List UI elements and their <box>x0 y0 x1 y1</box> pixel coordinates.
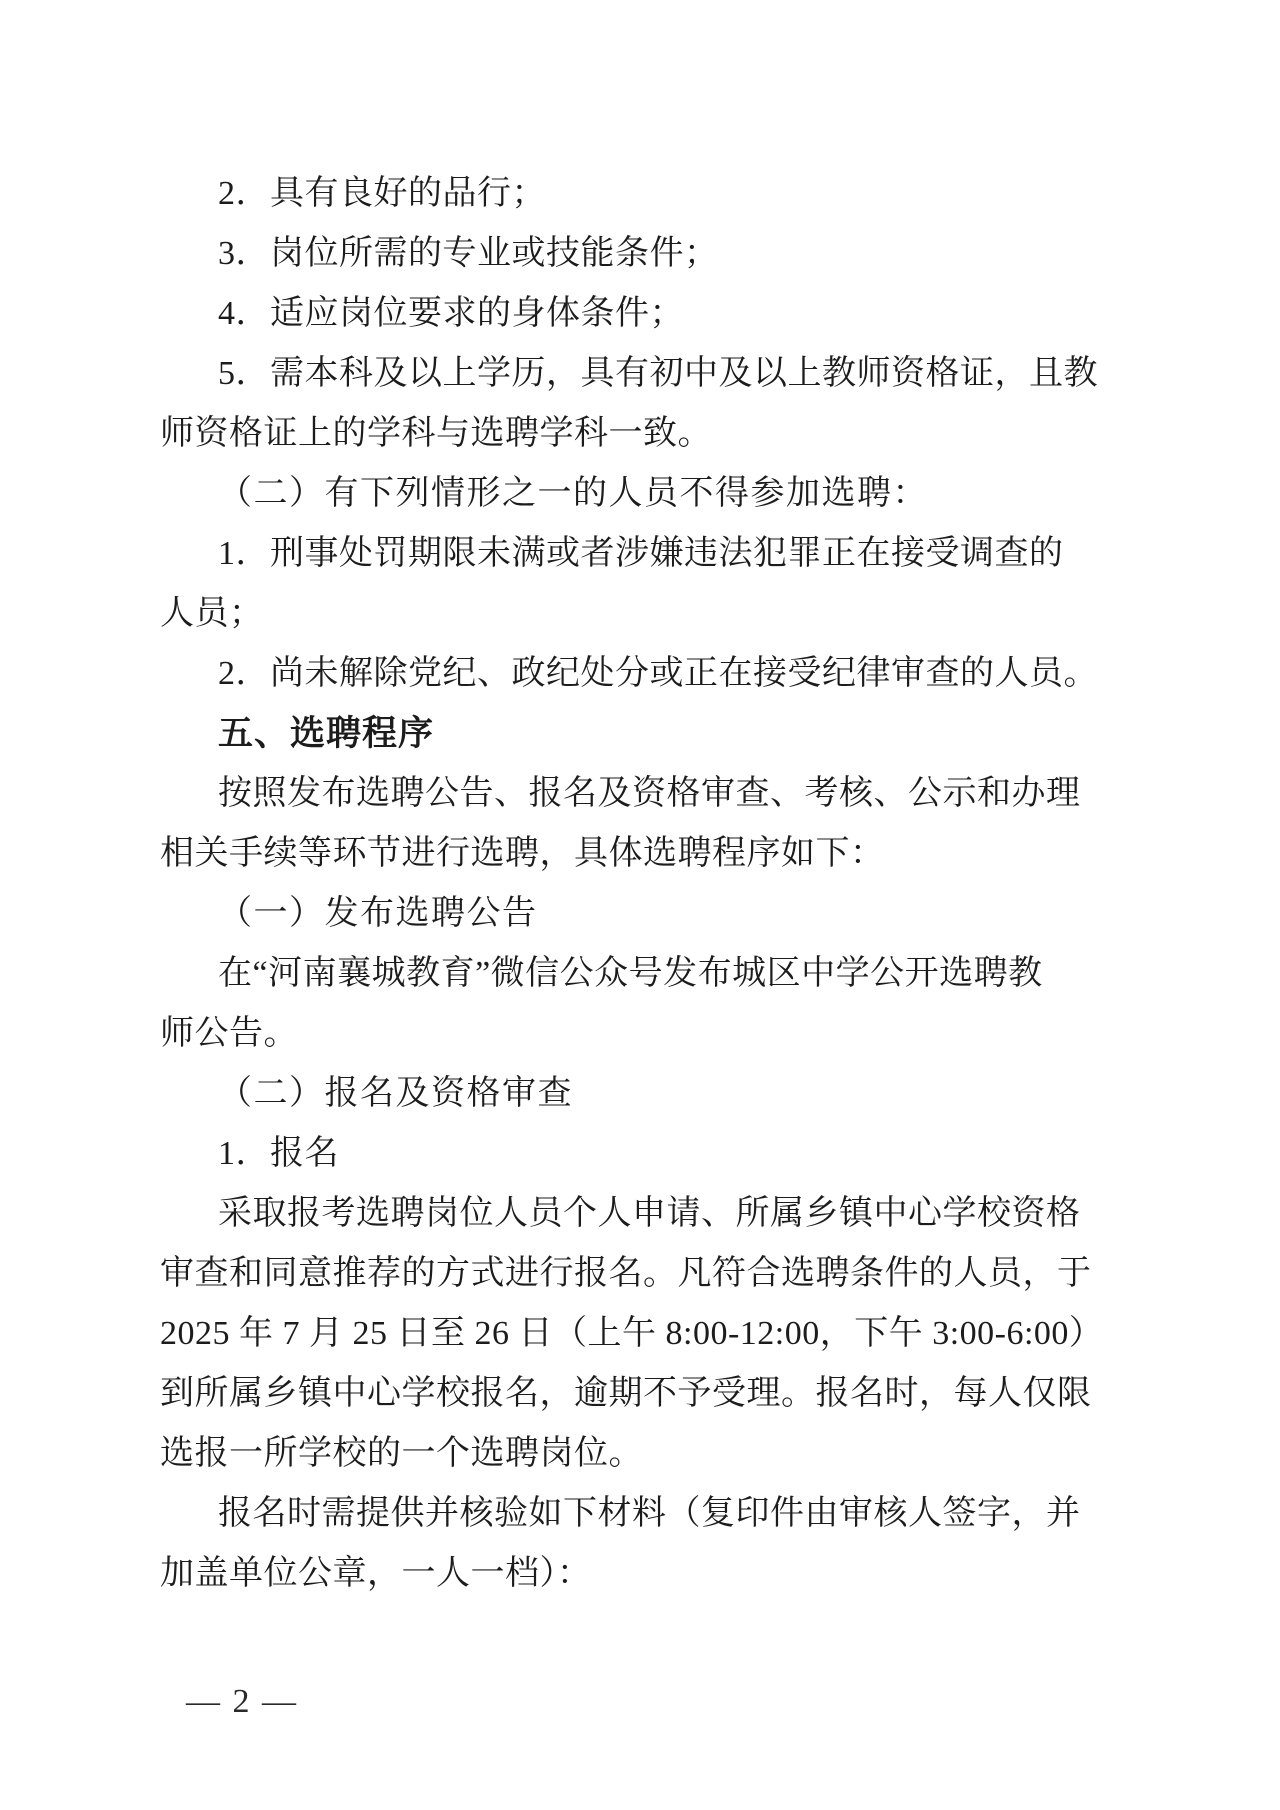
text-line: 师资格证上的学科与选聘学科一致。 <box>160 415 712 452</box>
list-item: 4．适应岗位要求的身体条件； <box>218 295 684 332</box>
list-item: 2．尚未解除党纪、政纪处分或正在接受纪律审查的人员。 <box>218 655 1098 692</box>
text-line: 在“河南襄城教育”微信公众号发布城区中学公开选聘教 <box>218 955 1043 992</box>
list-item: 5．需本科及以上学历，具有初中及以上教师资格证，且教 <box>218 355 1098 392</box>
text-line: 采取报考选聘岗位人员个人申请、所属乡镇中心学校资格 <box>218 1195 1081 1232</box>
text-line: 2025 年 7 月 25 日至 26 日（上午 8:00-12:00，下午 3:00-6:00） <box>160 1315 1104 1352</box>
list-item: 2．具有良好的品行； <box>218 175 546 212</box>
text-line: 选报一所学校的一个选聘岗位。 <box>160 1435 643 1472</box>
text-line: 审查和同意推荐的方式进行报名。凡符合选聘条件的人员，于 <box>160 1255 1092 1292</box>
list-item: 3．岗位所需的专业或技能条件； <box>218 235 719 272</box>
list-item: 1．报名 <box>218 1135 339 1172</box>
text-line: 按照发布选聘公告、报名及资格审查、考核、公示和办理 <box>218 775 1081 812</box>
text-line: 加盖单位公章，一人一档）： <box>160 1555 592 1592</box>
text-line: 报名时需提供并核验如下材料（复印件由审核人签字，并 <box>218 1495 1081 1532</box>
subheading: （二）报名及资格审查 <box>218 1075 573 1112</box>
section-heading: 五、选聘程序 <box>218 714 435 753</box>
text-line: 师公告。 <box>160 1015 298 1052</box>
subheading: （一）发布选聘公告 <box>218 895 538 932</box>
document-body <box>160 164 1135 1604</box>
text-line: 到所属乡镇中心学校报名，逾期不予受理。报名时，每人仅限 <box>160 1375 1092 1412</box>
text-line: 相关手续等环节进行选聘，具体选聘程序如下： <box>160 835 885 872</box>
text-line: 人员； <box>160 595 264 632</box>
subheading: （二）有下列情形之一的人员不得参加选聘： <box>218 475 928 512</box>
list-item: 1．刑事处罚期限未满或者涉嫌违法犯罪正在接受调查的 <box>218 535 1064 572</box>
page-number: — 2 — <box>186 1683 298 1720</box>
